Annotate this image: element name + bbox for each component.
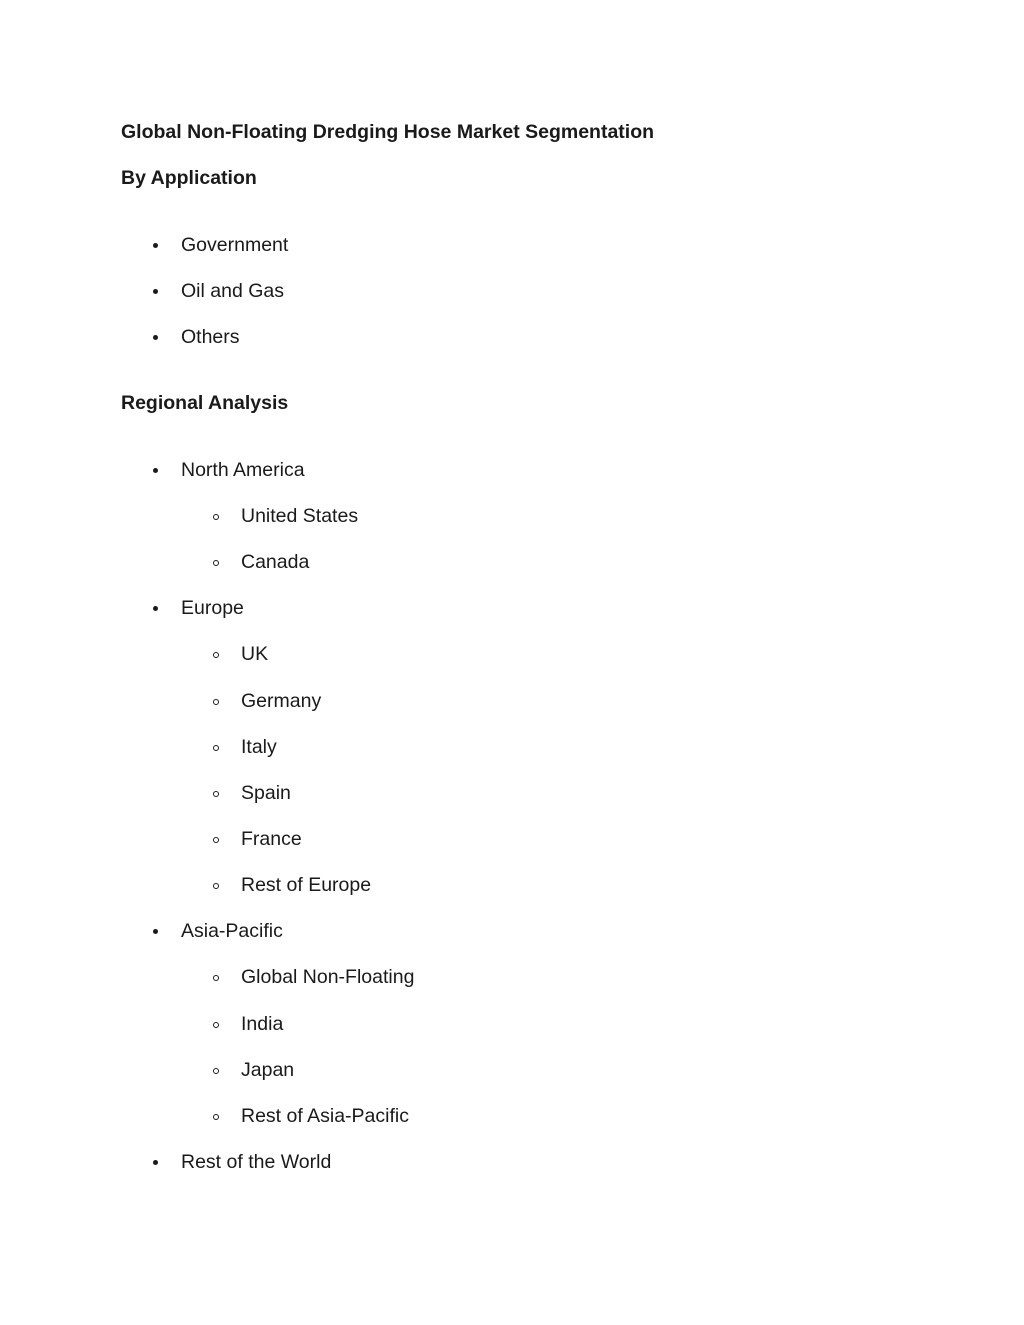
sub-list-item [241, 1058, 294, 1082]
list-item-label: Asia-Pacific [181, 920, 283, 942]
bullet-icon [153, 243, 158, 248]
sub-list-item-label: Italy [241, 736, 277, 758]
bullet-icon [153, 606, 158, 611]
list-item-label: Others [181, 326, 240, 348]
hollow-bullet-icon [213, 1114, 219, 1120]
bullet-icon [153, 1160, 158, 1165]
hollow-bullet-icon [213, 975, 219, 981]
sub-list-item-label: Germany [241, 690, 322, 712]
sub-list-item-label: Japan [241, 1059, 295, 1081]
section-heading-by-application: By Application [121, 167, 257, 189]
bullet-icon [153, 468, 158, 473]
hollow-bullet-icon [213, 883, 219, 889]
sub-list-item-label: Global Non-Floating [241, 966, 415, 988]
section-heading-regional-analysis: Regional Analysis [121, 392, 289, 414]
page-title: Global Non-Floating Dredging Hose Market Segmentation [121, 121, 655, 143]
sub-list-item-label: France [241, 828, 302, 850]
bullet-icon [153, 929, 158, 934]
hollow-bullet-icon [213, 1068, 219, 1074]
sub-list-item [241, 642, 268, 666]
list-item-region [181, 458, 305, 482]
hollow-bullet-icon [213, 652, 219, 658]
hollow-bullet-icon [213, 837, 219, 843]
list-item-label: North America [181, 459, 305, 481]
bullet-icon [153, 335, 158, 340]
hollow-bullet-icon [213, 1022, 219, 1028]
sub-list-item [241, 689, 321, 713]
sub-list-item-label: Spain [241, 782, 291, 804]
list-item [181, 233, 288, 257]
list-item-label: Government [181, 234, 289, 256]
hollow-bullet-icon [213, 699, 219, 705]
sub-list-item-label: UK [241, 643, 269, 665]
sub-list-item-label: India [241, 1013, 284, 1035]
sub-list-item [241, 504, 358, 528]
hollow-bullet-icon [213, 791, 219, 797]
list-item-region [181, 596, 244, 620]
sub-list-item [241, 965, 414, 989]
sub-list-item [241, 873, 371, 897]
list-item-label: Europe [181, 597, 244, 619]
hollow-bullet-icon [213, 514, 219, 520]
sub-list-item-label: Rest of Europe [241, 874, 372, 896]
sub-list-item [241, 550, 309, 574]
sub-list-item-label: United States [241, 505, 359, 527]
list-item-region [181, 1150, 331, 1174]
sub-list-item-label: Canada [241, 551, 310, 573]
sub-list-item [241, 827, 302, 851]
sub-list-item [241, 735, 277, 759]
hollow-bullet-icon [213, 745, 219, 751]
hollow-bullet-icon [213, 560, 219, 566]
sub-list-item [241, 781, 291, 805]
list-item-region [181, 919, 283, 943]
list-item-label: Oil and Gas [181, 280, 284, 302]
bullet-icon [153, 289, 158, 294]
list-item [181, 279, 284, 303]
sub-list-item [241, 1012, 283, 1036]
sub-list-item-label: Rest of Asia-Pacific [241, 1105, 409, 1127]
list-item-label: Rest of the World [181, 1151, 332, 1173]
list-item [181, 325, 240, 349]
sub-list-item [241, 1104, 409, 1128]
